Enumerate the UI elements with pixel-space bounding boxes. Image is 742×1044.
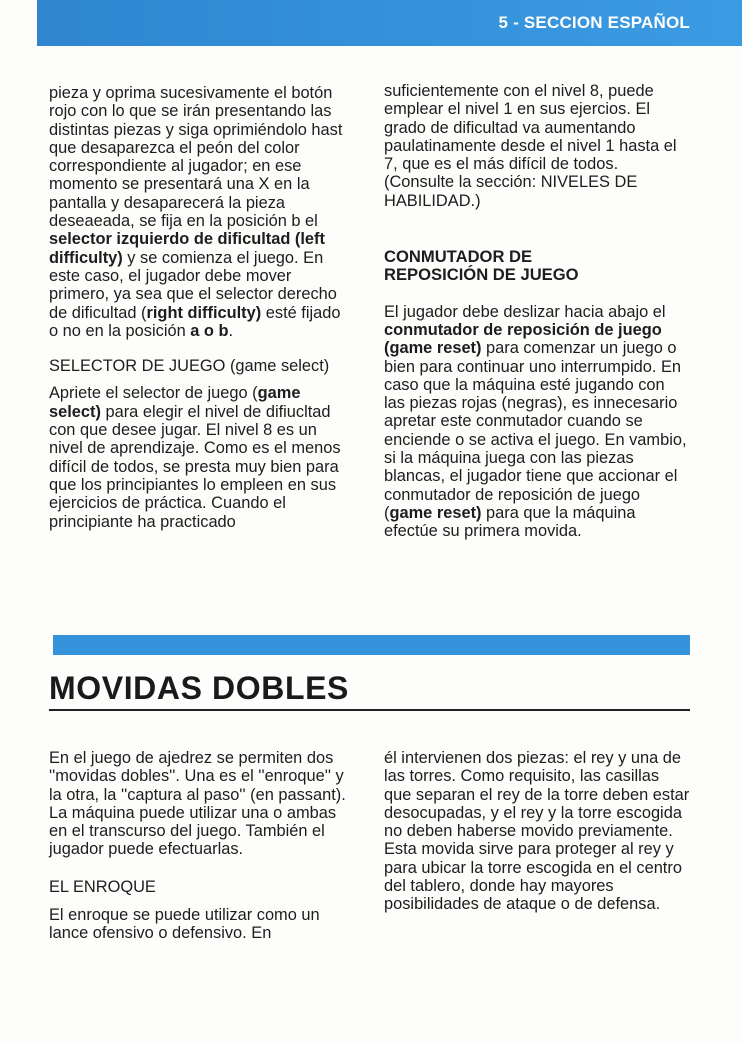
paragraph: En el juego de ajedrez se permiten dos ''movidas dobles''. Una es el ''enroque'' y la otra, la ''captura al paso'' (en passant). La máquina puede utilizar una o ambas en el transcurso del juego. También el jugador puede efectuarlas. — [49, 749, 346, 859]
subheading-conmutador: CONMUTADOR DE REPOSICIÓN DE JUEGO — [384, 247, 579, 285]
header-bar — [37, 0, 742, 46]
paragraph: pieza y oprima sucesivamente el botón rojo con lo que se irán presentando las distintas piezas y siga oprimiéndolo hast que desaparezca el peón del color correspondiente al jugador; en ese momento se presentará una X en la pantalla y desaparecerá la pieza deseaeada, se fija en la posición b el selector izquierdo de dificultad (left difficulty) y se comienza el juego. En este caso, el jugador debe mover primero, ya sea que el selector derecho de dificultad (right difficulty) esté fijado o no en la posición a o b. — [49, 84, 343, 340]
paragraph: El enroque se puede utilizar como un lance ofensivo o defensivo. En — [49, 906, 320, 943]
paragraph: El jugador debe deslizar hacia abajo el conmutador de reposición de juego (game reset) para comenzar un juego o bien para continuar uno interrumpido. En caso que la máquina esté jugando con las piezas rojas (negras), es innecesario apretar este conmutador cuando se enciende o se activa el juego. En vambio, si la máquina juega con las piezas blancas, el jugador tiene que accionar el conmutador de reposición de juego (game reset) para que la máquina efectúe su primera movida. — [384, 302, 687, 541]
paragraph: Apriete el selector de juego (game select) para elegir el nivel de difiucltad con que desee jugar. El nivel 8 es un nivel de aprendizaje. Como es el menos difícil de todos, se presta muy bien para que los principiantes lo empleen en sus ejercicios de práctica. Cuando el principiante ha practicado — [49, 384, 341, 531]
top-right-column — [384, 82, 690, 541]
bold-term: game reset) — [389, 503, 482, 522]
paragraph: él intervienen dos piezas: el rey y una de las torres. Como requisito, las casillas que separan el rey de la torre deben estar desocupadas, y el rey y la torre escogida no deben haberse movido previamente. Esta movida sirve para proteger al rey y para ubicar la torre escogida en el centro del tablero, donde hay mayores posibilidades de ataque o de defensa. — [384, 749, 690, 914]
bottom-left-column — [49, 749, 349, 943]
top-left-column — [49, 84, 349, 531]
bold-term: right difficulty) — [146, 303, 262, 322]
subheading-el-enroque: EL ENROQUE — [49, 877, 156, 896]
bold-term: a o b — [190, 321, 229, 340]
title-underline — [49, 709, 690, 711]
section-divider-bar — [53, 635, 690, 655]
bottom-right-column — [384, 749, 690, 914]
bold-term: game select) — [49, 384, 301, 421]
paragraph: suficientemente con el nivel 8, puede emplear el nivel 1 en sus ejercios. El grado de dificultad va aumentando paulatinamente desde el nivel 1 hasta el 7, que es el más difícil de todos. (Consulte la sección: NIVELES DE HABILIDAD.) — [384, 82, 677, 210]
section-label: 5 - SECCION ESPAÑOL — [498, 13, 690, 32]
subheading-selector-de-juego: SELECTOR DE JUEGO (game select) — [49, 357, 330, 376]
section-title: MOVIDAS DOBLES — [49, 670, 349, 706]
bold-term: selector izquierdo de dificultad (left difficulty) — [49, 230, 325, 267]
bold-term: conmutador de reposición de juego (game reset) — [384, 320, 662, 358]
